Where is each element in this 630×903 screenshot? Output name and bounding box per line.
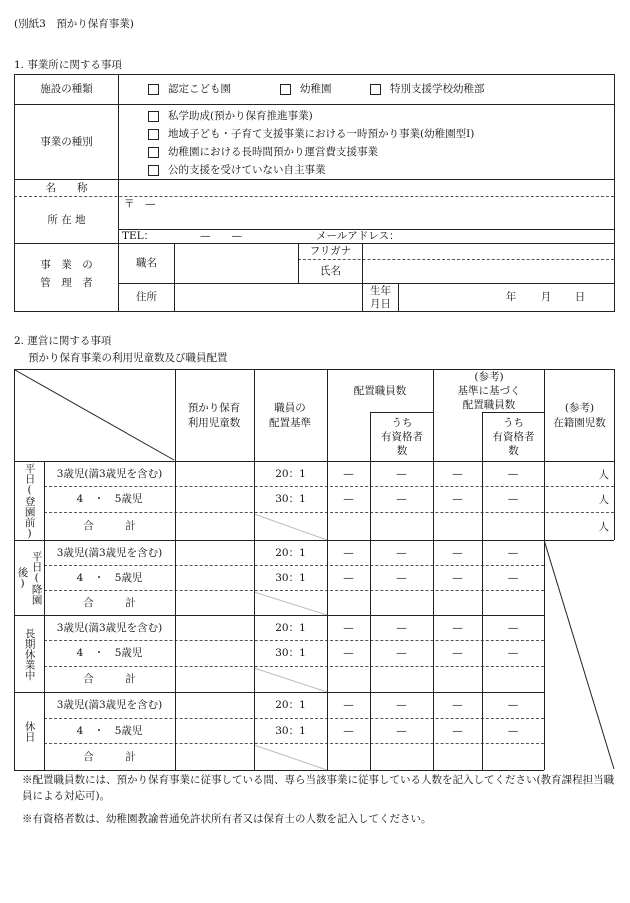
assigned-input[interactable]: — <box>343 546 354 559</box>
ref-qualified-input[interactable]: — <box>507 724 519 737</box>
birth-label-2: 月日 <box>370 297 391 310</box>
ref-required-input[interactable] <box>434 513 481 540</box>
ref-qualified-input[interactable]: — <box>507 467 519 480</box>
business-category-option-4[interactable]: 公的支援を受けていない自主事業 <box>148 162 326 179</box>
ref-required-input[interactable]: — <box>452 647 463 660</box>
qualified-input[interactable]: — <box>396 467 407 480</box>
tel-label: TEL： <box>122 230 155 243</box>
ref-qualified-input[interactable]: — <box>507 647 519 660</box>
ratio-na-diagonal <box>254 743 327 770</box>
business-category-option-2[interactable]: 地域子ども・子育て支援事業における一時預かり事業(幼稚園型Ⅰ) <box>148 126 474 143</box>
users-input[interactable] <box>176 616 253 639</box>
assigned-input[interactable]: — <box>343 571 354 584</box>
note-1: ※配置職員数には、預かり保育事業に従事している間、専ら当該事業に従事している人数を記入してください(教育課程担当職員による対応可)。 <box>22 774 615 803</box>
header-qualified: うち 有資格者 数 <box>381 416 423 458</box>
facility-type-option-1[interactable]: 認定こども園 <box>148 75 231 104</box>
qualified-input[interactable]: — <box>396 546 407 559</box>
age-label: 4 ・ 5歳児 <box>76 493 143 506</box>
qualified-input[interactable] <box>371 513 432 540</box>
header-ref-required: (参考) 基準に基づく 配置職員数 <box>457 370 521 412</box>
users-input[interactable] <box>176 541 253 564</box>
ratio-value: 20：1 <box>275 467 306 480</box>
assigned-input[interactable]: — <box>343 724 354 737</box>
assigned-input[interactable]: — <box>343 467 354 480</box>
age-label: 4 ・ 5歳児 <box>76 724 143 737</box>
header-ref-enrolled: (参考) 在籍園児数 <box>553 402 606 429</box>
qualified-input[interactable]: — <box>396 493 407 506</box>
ref-qualified-input[interactable]: — <box>507 493 519 506</box>
qualified-input[interactable]: — <box>396 647 407 660</box>
users-input[interactable] <box>176 566 253 589</box>
facility-type-option-2[interactable]: 幼稚園 <box>280 75 332 104</box>
checkbox-icon[interactable] <box>148 111 159 122</box>
age-label: 合 計 <box>83 673 136 686</box>
ratio-value: 30：1 <box>275 571 306 584</box>
group-label: 平日(降園後) <box>16 551 43 605</box>
checkbox-icon[interactable] <box>148 129 159 140</box>
checkbox-icon[interactable] <box>280 84 291 95</box>
checkbox-icon[interactable] <box>370 84 381 95</box>
group-label: 長期休業中 <box>23 627 36 681</box>
ref-required-input[interactable]: — <box>452 699 463 712</box>
name-field[interactable] <box>119 181 613 195</box>
age-label: 4 ・ 5歳児 <box>76 571 143 584</box>
ref-qualified-input[interactable] <box>483 591 543 615</box>
age-label: 3歳児(満3歳児を含む) <box>56 699 163 712</box>
age-label: 3歳児(満3歳児を含む) <box>56 621 163 634</box>
assigned-input[interactable]: — <box>343 621 354 634</box>
ratio-na-diagonal <box>254 590 327 615</box>
ref-qualified-input[interactable]: — <box>507 699 519 712</box>
group-label: 休日 <box>23 721 36 742</box>
residence-label: 住所 <box>136 291 157 304</box>
ref-required-input[interactable]: — <box>452 621 463 634</box>
users-input[interactable] <box>176 744 253 769</box>
ratio-value: 30：1 <box>275 724 306 737</box>
facility-type-option-3[interactable]: 特別支援学校幼稚部 <box>370 75 485 104</box>
checkbox-icon[interactable] <box>148 147 159 158</box>
ratio-na-diagonal <box>254 512 327 540</box>
facility-type-label: 施設の種類 <box>40 83 93 96</box>
ref-required-input[interactable] <box>434 744 481 770</box>
enrolled-unit: 人 <box>598 468 609 481</box>
ref-qualified-input[interactable]: — <box>507 621 519 634</box>
manager-label-1: 事 業 の <box>40 258 93 271</box>
group-label: 平日(登園前) <box>23 462 36 540</box>
ref-required-input[interactable]: — <box>452 571 463 584</box>
manager-name-label: 氏名 <box>320 265 341 278</box>
age-label: 合 計 <box>83 750 136 763</box>
users-input[interactable] <box>176 693 253 717</box>
header-ref-qualified: うち 有資格者 数 <box>492 416 535 458</box>
users-input[interactable] <box>176 513 253 539</box>
assigned-input[interactable] <box>328 591 369 615</box>
birth-month-label: 月 <box>540 291 552 304</box>
ref-required-input[interactable]: — <box>452 493 463 506</box>
ratio-na-diagonal <box>254 666 327 692</box>
email-label: メールアドレス： <box>316 230 400 243</box>
ref-qualified-input[interactable]: — <box>507 571 519 584</box>
ref-required-input[interactable]: — <box>452 467 463 480</box>
ref-qualified-input[interactable] <box>483 513 543 540</box>
qualified-input[interactable]: — <box>396 699 407 712</box>
manager-label-2: 管 理 者 <box>40 276 93 289</box>
checkbox-icon[interactable] <box>148 165 159 176</box>
birth-day-label: 日 <box>574 291 586 304</box>
enrolled-unit: 人 <box>598 494 609 506</box>
header-users: 預かり保育 利用児童数 <box>187 402 241 429</box>
business-category-label: 事業の種別 <box>40 135 93 148</box>
ref-qualified-input[interactable] <box>483 667 543 692</box>
section1-heading: 1. 事業所に関する事項 <box>14 59 122 71</box>
assigned-input[interactable] <box>328 513 369 540</box>
section2-subheading: 預かり保育事業の利用児童数及び職員配置 <box>28 352 228 364</box>
users-input[interactable] <box>176 462 253 485</box>
ref-required-input[interactable]: — <box>452 546 463 559</box>
position-label: 職名 <box>136 257 157 270</box>
ratio-value: 20：1 <box>275 699 306 712</box>
ref-required-input[interactable]: — <box>452 724 463 737</box>
age-label: 合 計 <box>83 596 136 609</box>
header-assigned: 配置職員数 <box>353 384 407 397</box>
ref-required-input[interactable] <box>434 591 481 615</box>
qualified-input[interactable]: — <box>396 724 407 737</box>
assigned-input[interactable]: — <box>343 647 354 660</box>
birth-label-1: 生年 <box>370 284 391 297</box>
assigned-input[interactable] <box>328 744 369 770</box>
address-label: 所 在 地 <box>47 213 86 226</box>
qualified-input[interactable]: — <box>396 571 407 584</box>
age-label: 3歳児(満3歳児を含む) <box>56 546 163 559</box>
ratio-value: 30：1 <box>275 493 306 506</box>
document-title: (別紙3 預かり保育事業) <box>14 18 134 30</box>
qualified-input[interactable] <box>371 591 432 615</box>
ratio-value: 30：1 <box>275 647 306 660</box>
age-label: 3歳児(満3歳児を含む) <box>56 467 163 480</box>
business-category-option-1[interactable]: 私学助成(預かり保育推進事業) <box>148 108 313 125</box>
ratio-value: 20：1 <box>275 621 306 634</box>
enrolled-unit: 人 <box>598 521 609 533</box>
age-label: 4 ・ 5歳児 <box>76 647 143 660</box>
note-2: ※有資格者数は、幼稚園教諭普通免許状所有者又は保育士の人数を記入してください。 <box>22 813 432 825</box>
ref-qualified-input[interactable]: — <box>507 546 519 559</box>
postal-code-mark: 〒 — <box>124 197 156 210</box>
qualified-input[interactable] <box>371 667 432 692</box>
users-input[interactable] <box>176 641 253 665</box>
ref-required-input[interactable] <box>434 667 481 692</box>
enrolled-diagonal <box>544 540 615 770</box>
tel-separator: — — <box>200 230 242 243</box>
users-input[interactable] <box>176 667 253 691</box>
business-category-option-3[interactable]: 幼稚園における長時間預かり運営費支援事業 <box>148 144 378 161</box>
checkbox-icon[interactable] <box>148 84 159 95</box>
assigned-input[interactable]: — <box>343 493 354 506</box>
qualified-input[interactable] <box>371 744 432 770</box>
furigana-label: フリガナ <box>309 245 352 258</box>
age-label: 合 計 <box>83 520 136 533</box>
users-input[interactable] <box>176 487 253 511</box>
header-diagonal <box>14 369 175 461</box>
ratio-value: 20：1 <box>275 546 306 559</box>
users-input[interactable] <box>176 719 253 742</box>
assigned-input[interactable] <box>328 667 369 692</box>
address-field[interactable] <box>119 211 613 229</box>
assigned-input[interactable]: — <box>343 699 354 712</box>
section2-heading: 2. 運営に関する事項 <box>14 335 112 347</box>
header-standard: 職員の 配置基準 <box>269 402 311 429</box>
users-input[interactable] <box>176 591 253 614</box>
birth-year-label: 年 <box>505 291 517 304</box>
qualified-input[interactable]: — <box>396 621 407 634</box>
name-label: 名 称 <box>45 181 88 194</box>
ref-qualified-input[interactable] <box>483 744 543 770</box>
